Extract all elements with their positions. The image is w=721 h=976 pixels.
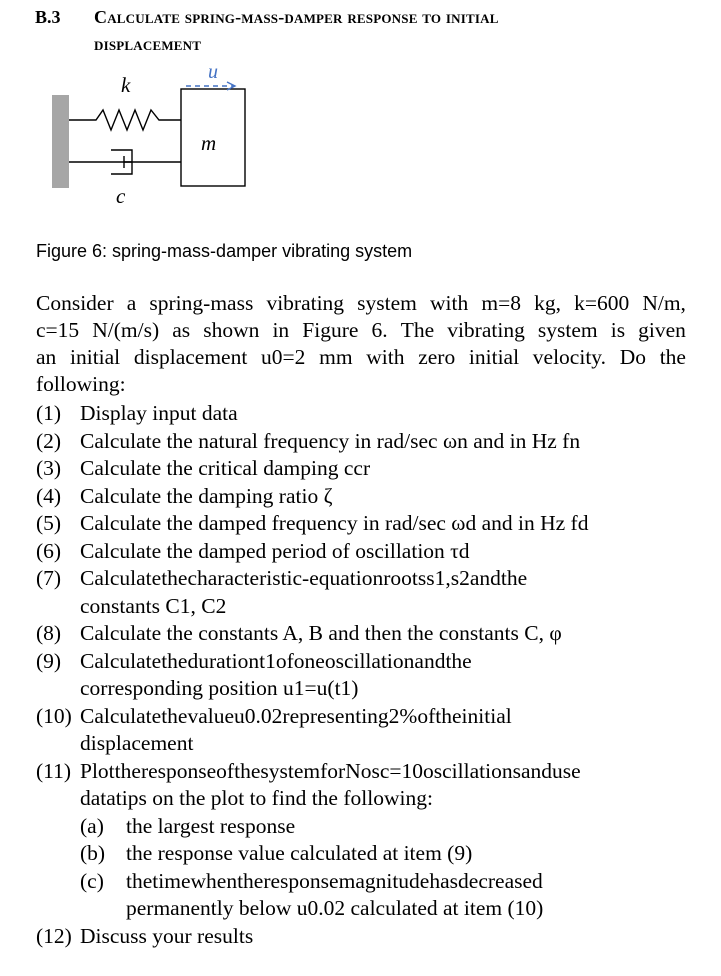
task-item [36,703,686,758]
statement-line: Consider a spring-mass vibrating system with m=8 kg, k=600 N/m, [36,291,686,315]
task-text: Calculate the critical damping ccr [80,456,371,480]
subtask-text-cont: permanently below u0.02 calculated at item (10) [126,896,544,920]
task-item [36,483,686,511]
task-item [36,758,686,923]
statement-line: c=15 N/(m/s) as shown in Figure 6. The vibrating system is given [36,318,686,342]
task-text: Calculate the damping ratio ζ [80,483,333,508]
spring-mass-damper-diagram [48,62,258,212]
subtask-item [80,868,686,923]
subtask-item [80,813,686,841]
subtask-text: thetimewhentheresponsemagnitudehasdecreased [126,868,543,893]
label-u: u [208,62,218,83]
task-number: (11) [36,758,72,783]
subtask-item [80,840,686,868]
task-number: (2) [36,428,62,453]
statement-line: following: [36,372,126,396]
subtask-letter: (b) [80,841,106,865]
problem-statement [36,290,686,398]
task-number: (1) [36,401,62,425]
task-text: Calculatethevalueu0.02representing2%oftheinitial [80,703,512,728]
task-item [36,428,686,456]
task-item [36,400,686,428]
task-item [36,455,686,483]
problem-title [94,4,704,58]
task-text-cont: constants C1, C2 [80,593,227,618]
problem-number: B.3 [35,7,61,27]
statement-line: an initial displacement u0=2 mm with zero initial velocity. Do the [36,345,686,369]
task-number: (10) [36,703,72,728]
task-item [36,510,686,538]
task-text: Discuss your results [80,923,254,948]
label-c: c [116,184,126,208]
subtask-list [80,813,686,923]
task-item [36,648,686,703]
task-text-cont: displacement [80,731,194,755]
task-text-cont: corresponding position u1=u(t1) [80,676,359,700]
task-text: Calculate the damped period of oscillation τd [80,538,470,563]
task-text: Calculate the natural frequency in rad/sec ωn and in Hz fn [80,428,581,453]
task-number: (4) [36,483,62,508]
task-text: Calculate the constants A, B and then the constants C, φ [80,621,562,645]
damper [69,150,181,174]
task-number: (7) [36,566,62,590]
subtask-letter: (a) [80,813,104,838]
task-text: Calculatethedurationt1ofoneoscillationandthe [80,648,472,673]
task-item [36,565,686,620]
task-text: Calculatethecharacteristic-equationrootss1,s2andthe [80,566,528,590]
task-number: (9) [36,648,62,673]
task-list [36,400,686,950]
task-text: Calculate the damped frequency in rad/sec ωd and in Hz fd [80,511,589,535]
task-item [36,620,686,648]
task-item [36,923,686,951]
task-number: (12) [36,923,72,948]
subtask-letter: (c) [80,868,104,893]
task-text: Display input data [80,401,238,425]
label-k: k [121,73,131,97]
task-text: PlottheresponseofthesystemforNosc=10oscillationsanduse [80,758,581,783]
problem-title-line1: Calculate spring-mass-damper response to initial [94,7,499,27]
task-item [36,538,686,566]
problem-title-line2: displacement [94,34,202,54]
task-number: (3) [36,456,62,480]
label-m: m [201,131,217,155]
wall [52,95,69,188]
task-number: (5) [36,511,62,535]
task-number: (8) [36,621,62,645]
subtask-text: the largest response [126,813,296,838]
subtask-text: the response value calculated at item (9) [126,841,473,865]
spring [69,110,181,130]
figure-caption: Figure 6: spring-mass-damper vibrating system [36,241,413,261]
task-number: (6) [36,538,62,563]
task-text-cont: datatips on the plot to find the following: [80,786,433,810]
